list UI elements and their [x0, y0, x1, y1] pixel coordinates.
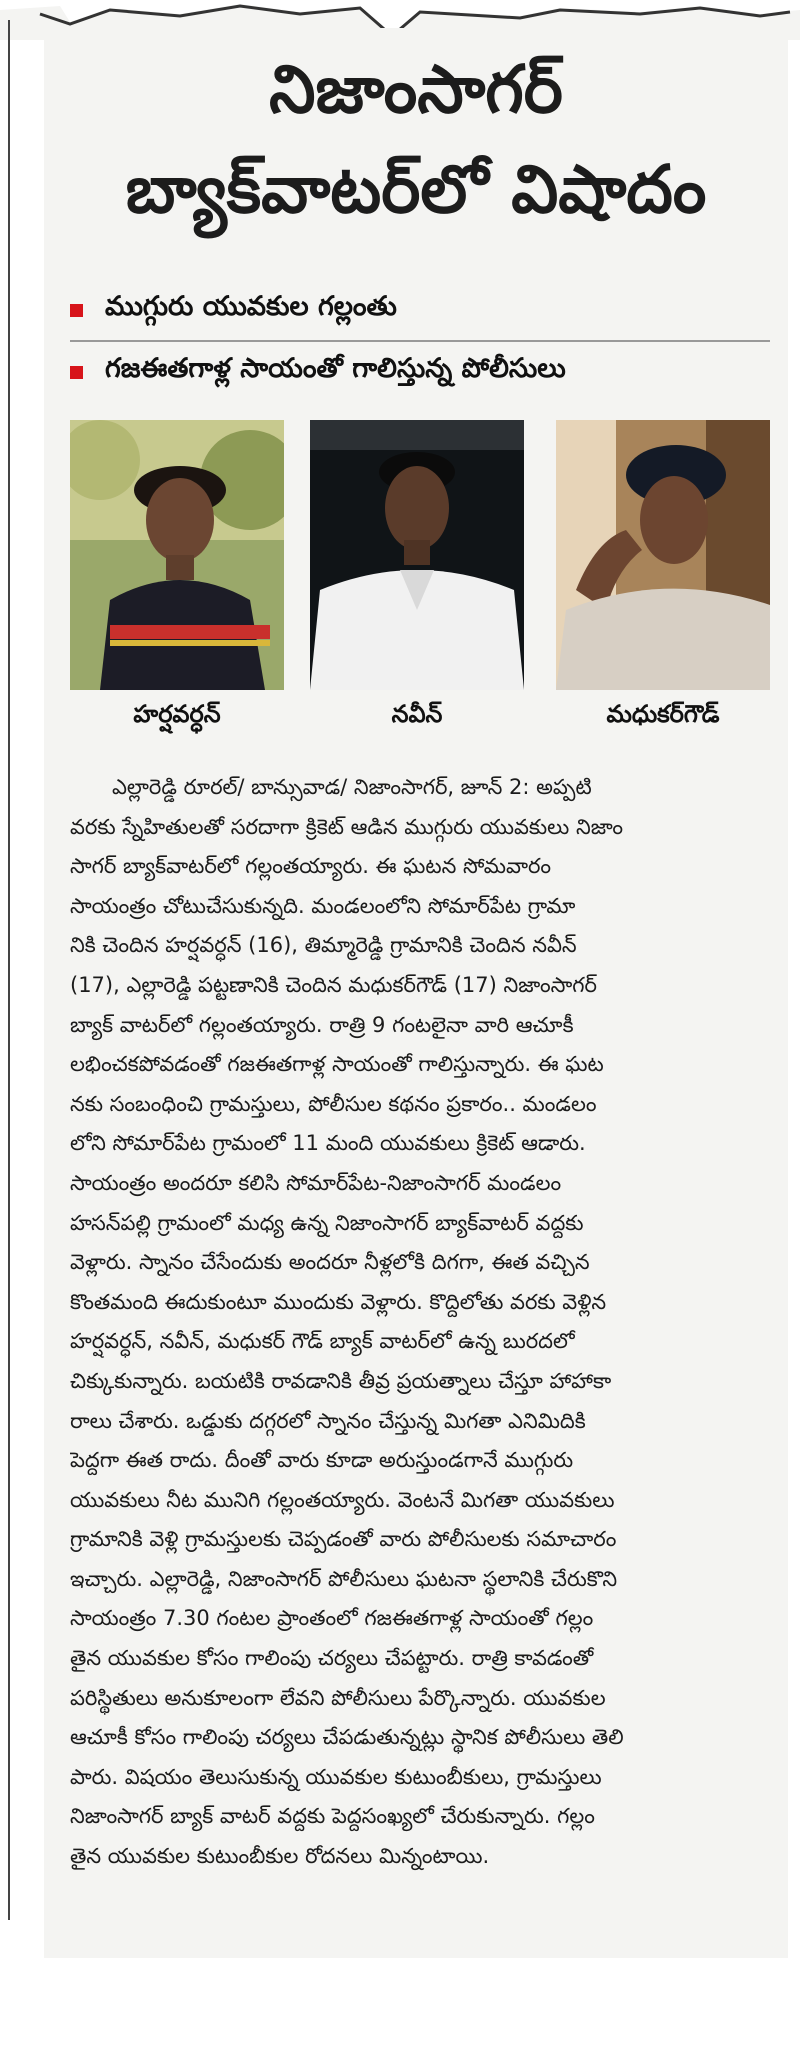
photo-madhukar-goud [556, 420, 770, 690]
red-square-bullet-icon [70, 304, 83, 317]
red-square-bullet-icon [70, 366, 83, 379]
article-line: రాలు చేశారు. ఒడ్డుకు దగ్గరలో స్నానం చేస్తున్న మిగతా ఎనిమిదికి [70, 1408, 586, 1433]
subheadings [70, 280, 770, 402]
subhead-2-text: గజఈతగాళ్ల సాయంతో గాలిస్తున్న పోలీసులు [105, 353, 566, 384]
photo-caption-1: హర్షవర్ధన్ [133, 700, 221, 728]
article-line: (17), ఎల్లారెడ్డి పట్టణానికి చెందిన మధుకర్‌గౌడ్ (17) నిజాంసాగర్ [70, 972, 597, 997]
photo-caption-3: మధుకర్‌గౌడ్ [606, 700, 720, 728]
subhead-2 [70, 342, 770, 402]
article-line: బ్యాక్ వాటర్‌లో గల్లంతయ్యారు. రాత్రి 9 గంటలైనా వారి ఆచూకీ [70, 1012, 574, 1037]
article-line: తైన యువకుల కోసం గాలింపు చర్యలు చేపట్టారు. రాత్రి కావడంతో [70, 1646, 594, 1671]
article-line: నకు సంబంధించి గ్రామస్తులు, పోలీసుల కథనం ప్రకారం.. మండలం [70, 1091, 597, 1116]
article-line: ఎల్లారెడ్డి రూరల్/ బాన్సువాడ/ నిజాంసాగర్, జూన్ 2: అప్పటి [112, 775, 592, 799]
article-line: యువకులు నీట మునిగి గల్లంతయ్యారు. వెంటనే మిగతా యువకులు [70, 1487, 615, 1512]
article-line: తైన యువకుల కుటుంబీకుల రోదనలు మిన్నంటాయి. [70, 1844, 490, 1869]
headline [44, 40, 788, 240]
article-line: ఇచ్చారు. ఎల్లారెడ్డి, నిజాంసాగర్ పోలీసులు ఘటనా స్థలానికి చేరుకొని [70, 1566, 618, 1591]
article-line: లభించకపోవడంతో గజఈతగాళ్ల సాయంతో గాలిస్తున్నారు. ఈ ఘట [70, 1052, 604, 1077]
photo-caption-2: నవీన్ [391, 700, 443, 728]
article-line: హసన్‌పల్లి గ్రామంలో మధ్య ఉన్న నిజాంసాగర్ బ్యాక్‌వాటర్ వద్దకు [70, 1210, 584, 1235]
headline-line-2: బ్యాక్‌వాటర్‌లో విషాదం [125, 151, 707, 228]
subhead-1 [70, 280, 770, 340]
article-line: నికి చెందిన హర్షవర్ధన్ (16), తిమ్మారెడ్డి గ్రామానికి చెందిన నవీన్ [70, 933, 577, 958]
article-line: వెళ్లారు. స్నానం చేసేందుకు అందరూ నీళ్లలోకి దిగగా, ఈత వచ్చిన [70, 1250, 590, 1275]
page-border-line [8, 20, 10, 1920]
article-line: సాయంత్రం 7.30 గంటల ప్రాంతంలో గజఈతగాళ్ల సాయంతో గల్లం [70, 1606, 594, 1631]
photo-harshavardhan [70, 420, 284, 690]
article-line: లోని సోమార్‌పేట గ్రామంలో 11 మంది యువకులు క్రికెట్ ఆడారు. [70, 1131, 586, 1156]
article-line: కొంతమంది ఈదుకుంటూ ముందుకు వెళ్లారు. కొద్దిలోతు వరకు వెళ్లిన [70, 1289, 607, 1314]
photo-naveen [310, 420, 524, 690]
article-line: సాయంత్రం చోటుచేసుకున్నది. మండలంలోని సోమార్‌పేట గ్రామా [70, 893, 576, 918]
article-line: హర్షవర్ధన్, నవీన్, మధుకర్ గౌడ్ బ్యాక్ వాటర్‌లో ఉన్న బురదలో [70, 1329, 575, 1354]
article-line: గ్రామానికి వెళ్లి గ్రామస్తులకు చెప్పడంతో వారు పోలీసులకు సమాచారం [70, 1527, 617, 1552]
article-line: పారు. విషయం తెలుసుకున్న యువకుల కుటుంబీకులు, గ్రామస్తులు [70, 1764, 602, 1789]
article-line: పెద్దగా ఈత రాదు. దీంతో వారు కూడా అరుస్తుండగానే ముగ్గురు [70, 1448, 574, 1473]
article-line: వరకు స్నేహితులతో సరదాగా క్రికెట్ ఆడిన ముగ్గురు యువకులు నిజాం [70, 814, 624, 839]
article-line: సాగర్ బ్యాక్‌వాటర్‌లో గల్లంతయ్యారు. ఈ ఘటన సోమవారం [70, 854, 552, 879]
headline-line-1: నిజాంసాగర్ [269, 51, 563, 128]
article-body [70, 768, 772, 1877]
article-line: నిజాంసాగర్ బ్యాక్ వాటర్ వద్దకు పెద్దసంఖ్యలో చేరుకున్నారు. గల్లం [70, 1804, 595, 1829]
article-line: ఆచూకీ కోసం గాలింపు చర్యలు చేపడుతున్నట్లు స్థానిక పోలీసులు తెలి [70, 1725, 624, 1750]
article-line: పరిస్థితులు అనుకూలంగా లేవని పోలీసులు పేర్కొన్నారు. యువకుల [70, 1685, 606, 1710]
article-line: సాయంత్రం అందరూ కలిసి సోమార్‌పేట-నిజాంసాగర్ మండలం [70, 1170, 562, 1195]
subhead-1-text: ముగ్గురు యువకుల గల్లంతు [105, 291, 397, 322]
victim-photos [70, 420, 770, 700]
article-line: చిక్కుకున్నారు. బయటికి రావడానికి తీవ్ర ప్రయత్నాలు చేస్తూ హాహాకా [70, 1368, 612, 1393]
